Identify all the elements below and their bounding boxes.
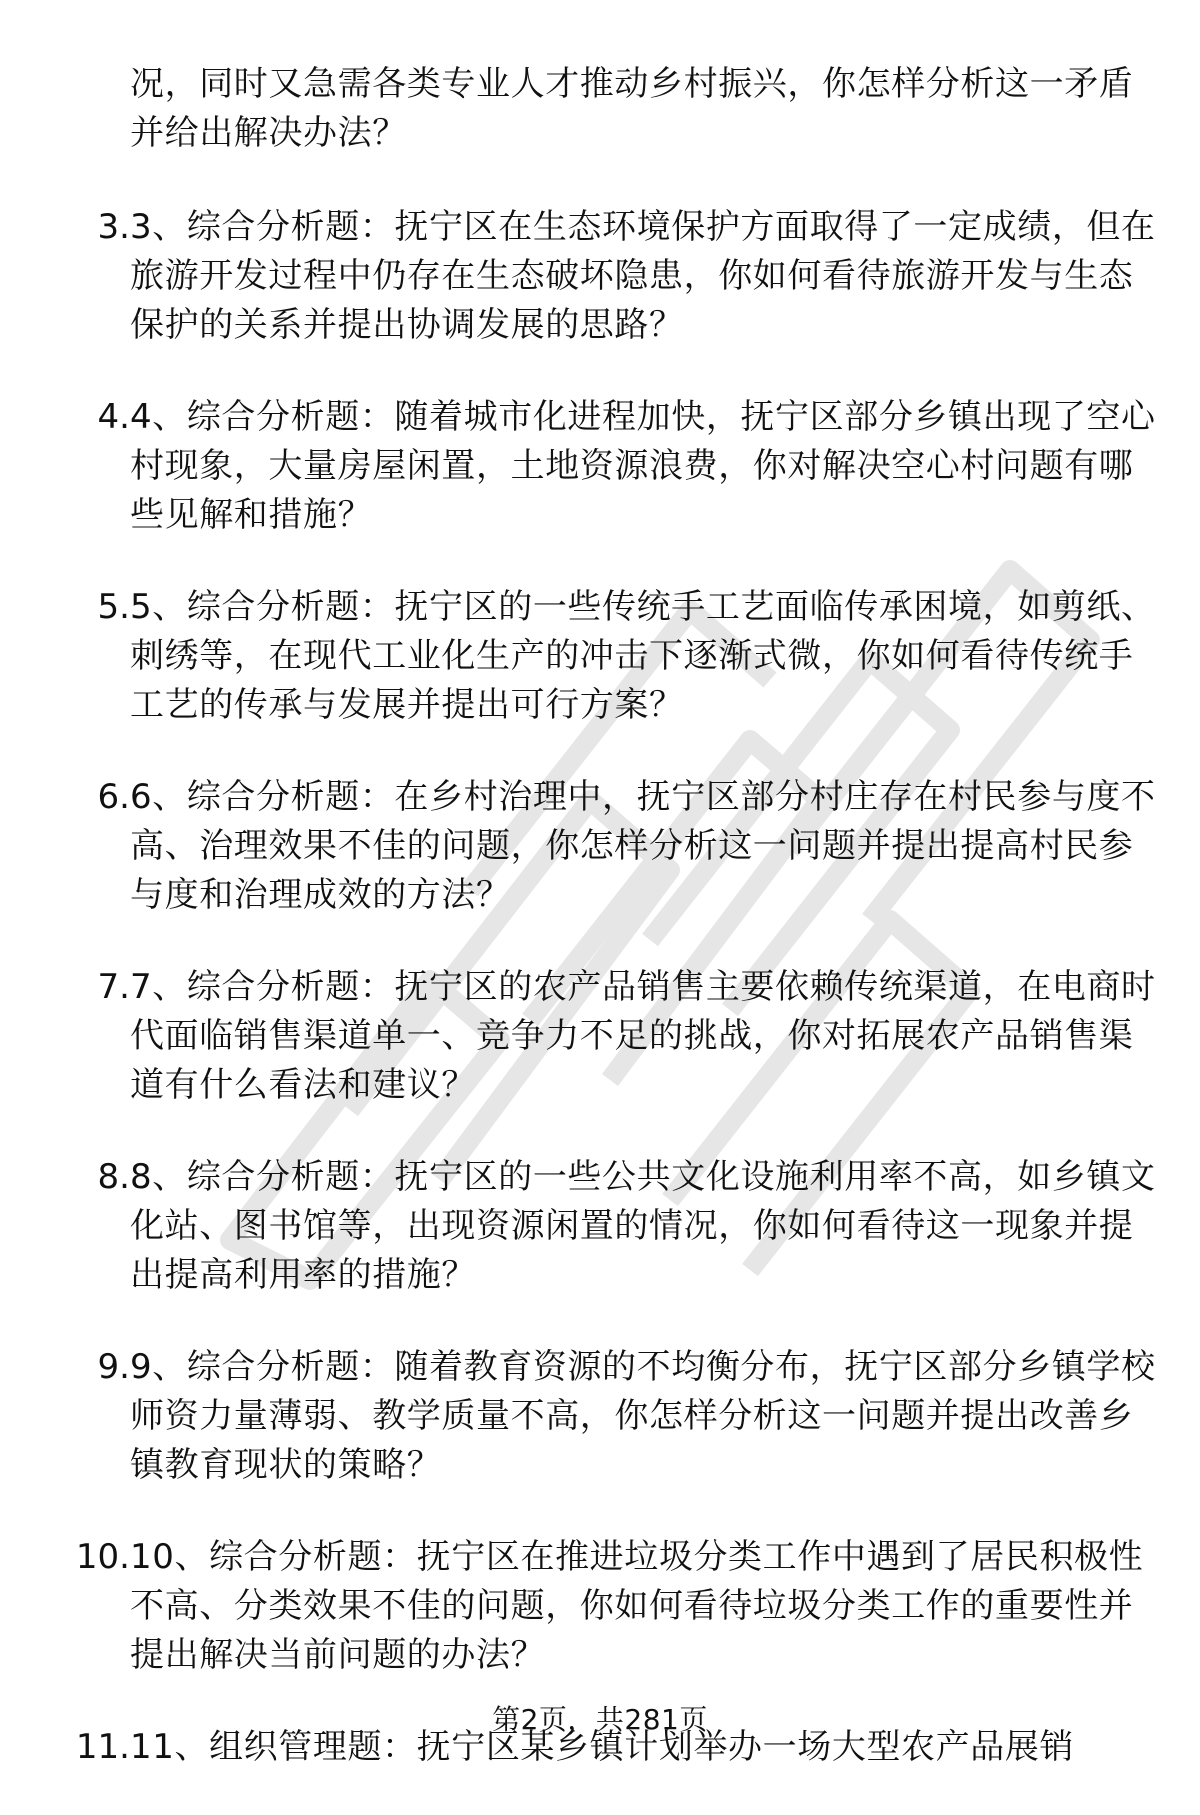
question-text: 9、综合分析题：随着教育资源的不均衡分布，抚宁区部分乡镇学校师资力量薄弱、教学质量不高，你怎样分析这一问题并提出改善乡镇教育现状的策略？ (130, 1347, 1156, 1485)
question-text: 4、综合分析题：随着城市化进程加快，抚宁区部分乡镇出现了空心村现象，大量房屋闲置，土地资源浪费，你对解决空心村问题有哪些见解和措施？ (130, 397, 1156, 535)
question-item (0, 583, 1200, 730)
continued-question-text: 况，同时又急需各类专业人才推动乡村振兴，你怎样分析这一矛盾并给出解决办法？ (130, 64, 1134, 153)
continued-question (0, 60, 1200, 158)
question-item (0, 1153, 1200, 1300)
question-number: 7. (97, 967, 130, 1007)
page-number-footer: 第2页，共281页 (492, 1703, 708, 1736)
question-item (0, 963, 1200, 1110)
question-number: 5. (97, 587, 130, 627)
question-item (0, 393, 1200, 540)
question-number: 6. (97, 777, 130, 817)
question-text: 8、综合分析题：抚宁区的一些公共文化设施利用率不高，如乡镇文化站、图书馆等，出现资源闲置的情况，你如何看待这一现象并提出提高利用率的措施？ (130, 1157, 1156, 1295)
question-item (0, 203, 1200, 350)
question-text: 10、综合分析题：抚宁区在推进垃圾分类工作中遇到了居民积极性不高、分类效果不佳的问题，你如何看待垃圾分类工作的重要性并提出解决当前问题的办法？ (130, 1537, 1144, 1675)
question-number: 9. (97, 1347, 130, 1387)
question-number: 4. (97, 397, 130, 437)
question-list (0, 60, 1200, 1815)
question-item (0, 773, 1200, 920)
question-item (0, 1343, 1200, 1490)
question-text: 5、综合分析题：抚宁区的一些传统手工艺面临传承困境，如剪纸、刺绣等，在现代工业化生产的冲击下逐渐式微，你如何看待传统手工艺的传承与发展并提出可行方案？ (130, 587, 1156, 725)
question-text: 3、综合分析题：抚宁区在生态环境保护方面取得了一定成绩，但在旅游开发过程中仍存在生态破坏隐患，你如何看待旅游开发与生态保护的关系并提出协调发展的思路？ (130, 207, 1156, 345)
question-text: 6、综合分析题：在乡村治理中，抚宁区部分村庄存在村民参与度不高、治理效果不佳的问题，你怎样分析这一问题并提出提高村民参与度和治理成效的方法？ (130, 777, 1156, 915)
question-number: 11. (75, 1727, 130, 1767)
question-text: 11、组织管理题：抚宁区某乡镇计划举办一场大型农产品展销 (130, 1727, 1075, 1767)
question-number: 10. (75, 1537, 130, 1577)
question-text: 7、综合分析题：抚宁区的农产品销售主要依赖传统渠道，在电商时代面临销售渠道单一、竞争力不足的挑战，你对拓展农产品销售渠道有什么看法和建议？ (130, 967, 1156, 1105)
question-item (0, 1533, 1200, 1680)
question-number: 3. (97, 207, 130, 247)
question-number: 8. (97, 1157, 130, 1197)
